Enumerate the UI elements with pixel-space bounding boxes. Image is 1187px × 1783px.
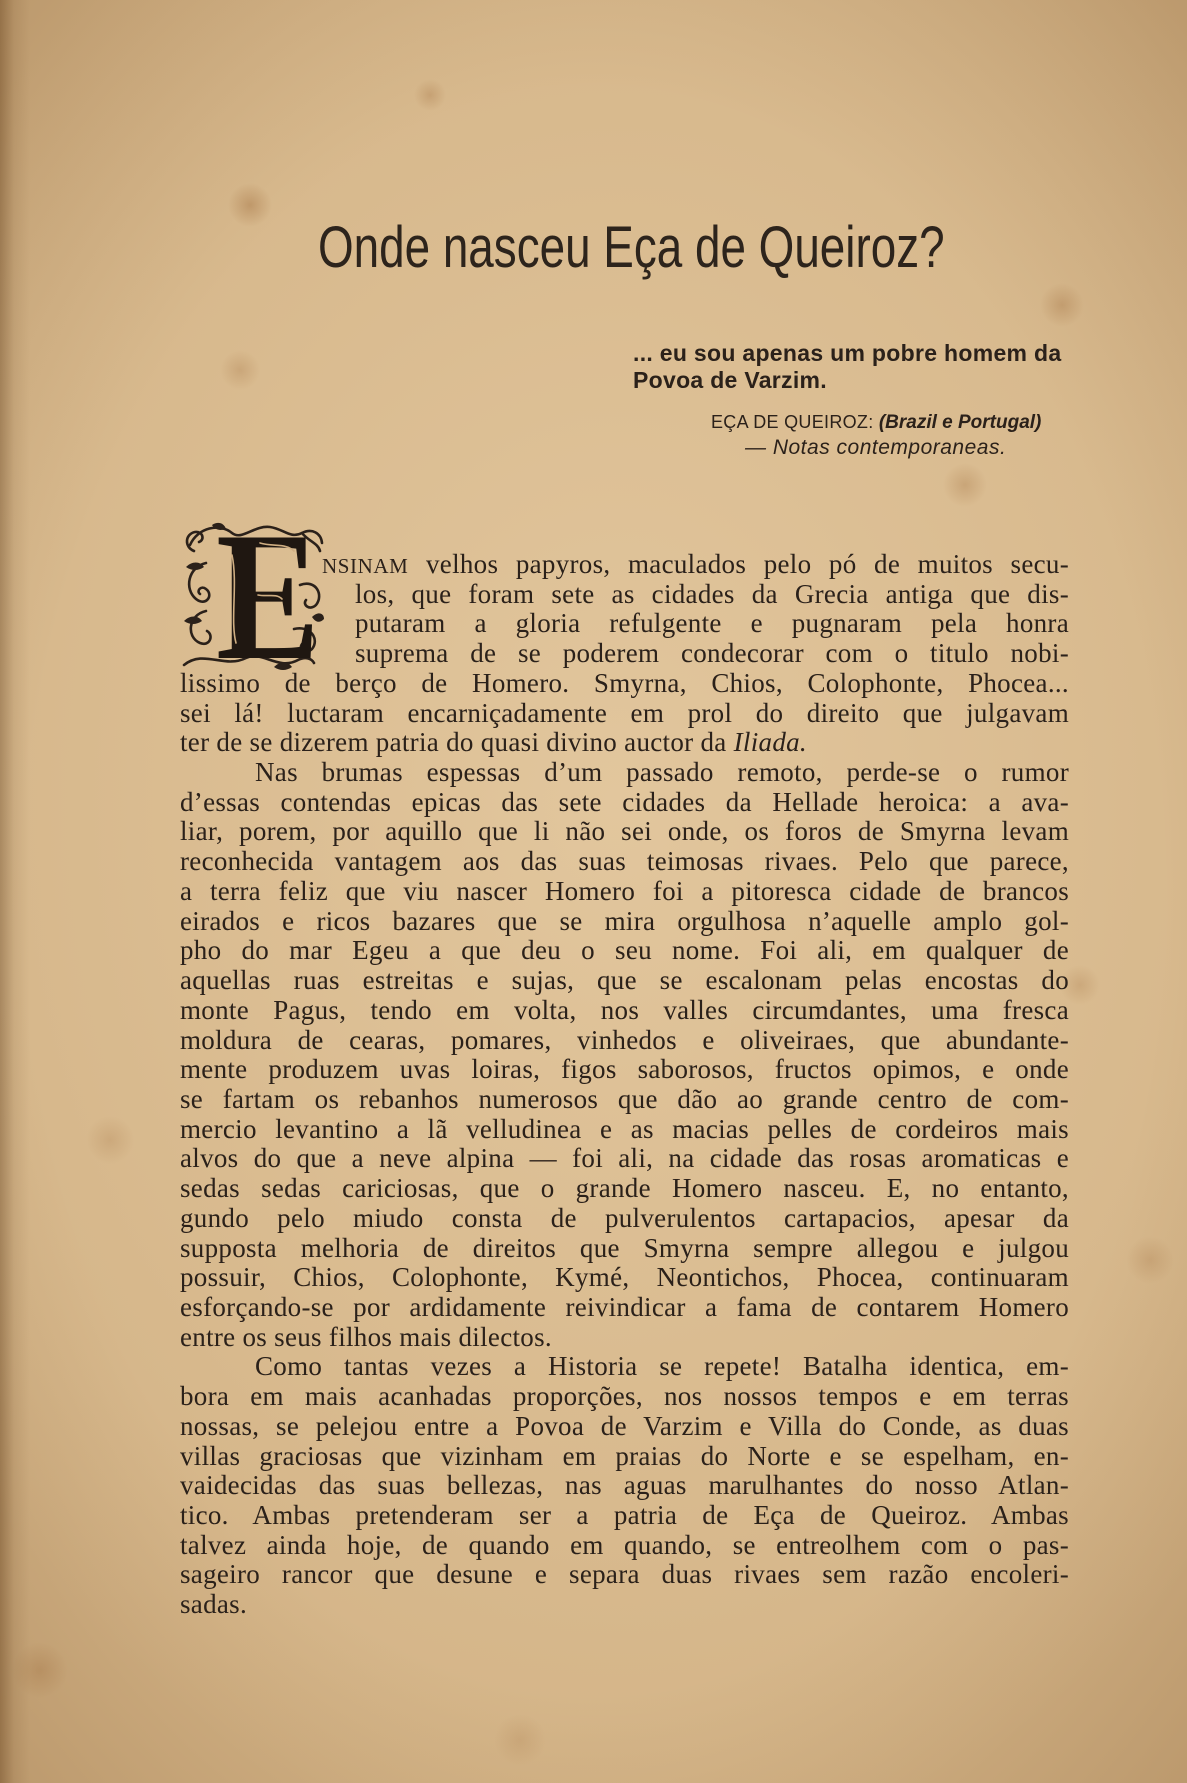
- text-line: vaidecidas das suas bellezas, nas aguas marulhantes do nosso Atlan-: [180, 1470, 1069, 1501]
- text-line: a terra feliz que viu nascer Homero foi a pitoresca cidade de brancos: [180, 875, 1069, 906]
- text-line: suprema de se poderem condecorar com o titulo nobi-: [355, 638, 1069, 669]
- text-line: Como tantas vezes a Historia se repete! Batalha identica, em-: [255, 1351, 1069, 1382]
- text-line: d’essas contendas epicas das sete cidades da Hellade heroica: a ava-: [180, 786, 1069, 817]
- epigraph-line: ... eu sou apenas um pobre homem da: [633, 340, 1062, 366]
- text-line: reconhecida vantagem aos das suas teimosas rivaes. Pelo que parece,: [180, 846, 1069, 877]
- text-line: sei lá! luctaram encarniçadamente em prol do direito que julgavam: [180, 697, 1069, 728]
- epigraph-subtitle: — Notas contemporaneas.: [745, 436, 1007, 459]
- body-text: [180, 550, 1069, 1620]
- text-line: pho do mar Egeu a que deu o seu nome. Foi ali, em qualquer de: [180, 935, 1069, 966]
- text-line: nossas, se pelejou entre a Povoa de Varzim e Villa do Conde, as duas: [180, 1410, 1069, 1441]
- text-line: [180, 728, 1069, 758]
- text-line: putaram a gloria refulgente e pugnaram pela honra: [355, 608, 1069, 639]
- text-line: villas graciosas que vizinham em praias do Norte e se espelham, en-: [180, 1440, 1069, 1471]
- text-line: mercio levantino a lã velludinea e as macias pelles de cordeiros mais: [180, 1113, 1069, 1144]
- text-line: possuir, Chios, Colophonte, Kymé, Neontichos, Phocea, continuaram: [180, 1262, 1069, 1293]
- epigraph-author: EÇA DE QUEIROZ:: [711, 412, 874, 432]
- opening-small-caps: NSINAM: [322, 554, 409, 578]
- text-line: aquellas ruas estreitas e sujas, que se escalonam pelas encostas do: [180, 965, 1069, 996]
- text-line: sageiro rancor que desune e separa duas rivaes sem razão encoleri-: [180, 1559, 1069, 1590]
- text-line: monte Pagus, tendo em volta, nos valles circumdantes, uma fresca: [180, 994, 1069, 1025]
- epigraph-source: (Brazil e Portugal): [878, 412, 1042, 433]
- text-line: los, que foram sete as cidades da Grecia antiga que dis-: [355, 578, 1069, 609]
- text-line: moldura de cearas, pomares, vinhedos e oliveiraes, que abundante-: [180, 1024, 1069, 1055]
- text-line: bora em mais acanhadas proporções, nos nossos tempos e em terras: [180, 1381, 1069, 1412]
- italic-title: Iliada.: [733, 727, 807, 758]
- text-line: gundo pelo miudo consta de pulverulentos cartapacios, apesar da: [180, 1202, 1069, 1233]
- text-line: talvez ainda hoje, de quando em quando, se entreolhem com o pas-: [180, 1529, 1069, 1560]
- text-line: eirados e ricos bazares que se mira orgulhosa n’aquelle amplo gol-: [180, 905, 1069, 936]
- text-line: lissimo de berço de Homero. Smyrna, Chios, Colophonte, Phocea...: [180, 667, 1069, 698]
- text-line-content: ter de se dizerem patria do quasi divino auctor da: [180, 727, 727, 758]
- text-line: [322, 550, 1069, 580]
- epigraph-quote: [633, 340, 1061, 394]
- text-line: Nas brumas espessas d’um passado remoto, perde-se o rumor: [255, 757, 1069, 788]
- text-line: sedas sedas cariciosas, que o grande Homero nasceu. E, no entanto,: [180, 1173, 1069, 1204]
- text-line-content: velhos papyros, maculados pelo pó de muitos secu-: [426, 549, 1069, 579]
- text-line: mente produzem uvas loiras, figos saborosos, fructos opimos, e onde: [180, 1054, 1069, 1085]
- epigraph-attribution: [711, 410, 1041, 435]
- text-line: alvos do que a neve alpina — foi ali, na cidade das rosas aromaticas e: [180, 1143, 1069, 1174]
- epigraph-line: Povoa de Varzim.: [633, 367, 827, 393]
- page-title: Onde nasceu Eça de Queiroz?: [318, 215, 945, 280]
- text-line: sadas.: [180, 1589, 248, 1620]
- text-line: entre os seus filhos mais dilectos.: [180, 1321, 552, 1352]
- text-line: supposta melhoria de direitos que Smyrna sempre allegou e julgou: [180, 1232, 1069, 1263]
- text-line: esforçando-se por ardidamente reivindicar a fama de contarem Homero: [180, 1291, 1069, 1322]
- drop-cap-letter: E: [216, 494, 320, 698]
- text-line: se fartam os rebanhos numerosos que dão ao grande centro de com-: [180, 1083, 1069, 1114]
- text-line: liar, porem, por aquillo que li não sei onde, os foros de Smyrna levam: [180, 816, 1069, 847]
- text-line: tico. Ambas pretenderam ser a patria de Eça de Queiroz. Ambas: [180, 1500, 1069, 1530]
